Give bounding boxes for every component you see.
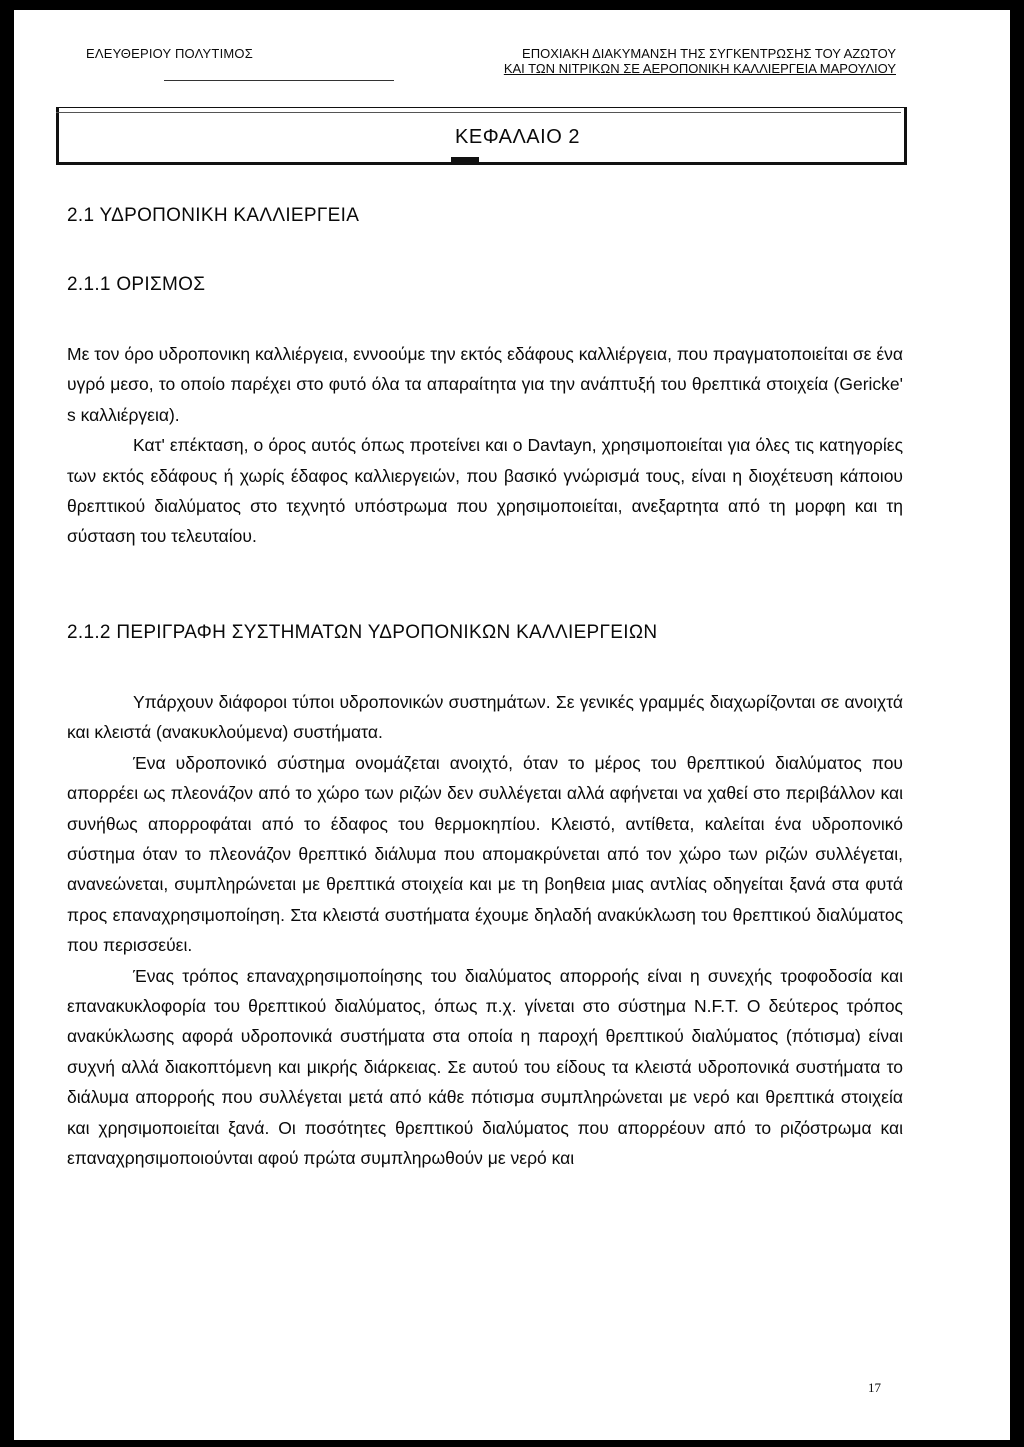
paragraph: Ένα υδροπονικό σύστημα ονομάζεται ανοιχτό, όταν το μέρος του θρεπτικού διαλύματος που απορρέει ως πλεονάζον από το χώρο των ριζών δεν συλλέγεται αλλά αφήνεται να χαθεί στο περιβάλλον και συνήθως απορροφάται από το έδαφος του θερμοκηπίου. Κλειστό, αντίθετα, καλείται ένα υδροπονικό σύστημα όταν το πλεονάζον θρεπτικό διάλυμα που απομακρύνεται από τον χώρο των ριζών συλλέγεται, ανανεώνεται, συμπληρώνεται με θρεπτικά στοιχεία και με τη βοηθεια μιας αντλίας οδηγείται ξανά στα φυτά προς επαναχρησιμοποίηση. Στα κλειστά συστήματα έχουμε δηλαδή ανακύκλωση του θρεπτικού διαλύματος που περισσεύει. [67,752,903,956]
document-page [14,10,1010,1440]
subsection-heading-definition: 2.1.1 ΟΡΙΣΜΟΣ [67,274,206,295]
header-title-line2: ΚΑΙ ΤΩΝ ΝΙΤΡΙΚΩΝ ΣΕ ΑΕΡΟΠΟΝΙΚΗ ΚΑΛΛΙΕΡΓΕΙΑ ΜΑΡΟΥΛΙΟΥ [503,61,896,76]
subsection-heading-systems: 2.1.2 ΠΕΡΙΓΡΑΦΗ ΣΥΣΤΗΜΑΤΩΝ ΥΔΡΟΠΟΝΙΚΩΝ ΚΑΛΛΙΕΡΓΕΙΩΝ [67,622,658,643]
header-author: ΕΛΕΥΘΕΡΙΟΥ ΠΟΛΥΤΙΜΟΣ [86,46,253,61]
header-title-line1: ΕΠΟΧΙΑΚΗ ΔΙΑΚΥΜΑΝΣΗ ΤΗΣ ΣΥΓΚΕΝΤΡΩΣΗΣ ΤΟΥ ΑΖΩΤΟΥ [522,46,896,61]
systems-text [67,687,903,1174]
definition-text [67,339,903,552]
page-number: 17 [868,1380,881,1395]
chapter-banner-rule [56,112,901,113]
chapter-title: ΚΕΦΑΛΑΙΟ 2 [455,126,580,148]
section-heading: 2.1 ΥΔΡΟΠΟΝΙΚΗ ΚΑΛΛΙΕΡΓΕΙΑ [67,205,360,226]
chapter-banner [56,107,907,165]
header-rule [164,80,394,81]
paragraph: Ένας τρόπος επαναχρησιμοποίησης του διαλύματος απορροής είναι η συνεχής τροφοδοσία και επανακυκλοφορία του θρεπτικού διαλύματος, όπως π.χ. γίνεται στο σύστημα N.F.T. Ο δεύτερος τρόπος ανακύκλωσης αφορά υδροπονικά συστήματα στα οποία η παροχή θρεπτικού διαλύματος (πότισμα) είναι συχνή αλλά διακοπτόμενη και μικρής διάρκειας. Σε αυτού του είδους τα κλειστά υδροπονικά συστήματα το διάλυμα απορροής που συλλέγεται μετά από κάθε πότισμα συμπληρώνεται με νερό και θρεπτικά στοιχεία και χρησιμοποιείται ξανά. Οι ποσότητες θρεπτικού διαλύματος που απορρέουν από το ριζόστρωμα και επαναχρησιμοποιούνται αφού πρώτα συμπληρωθούν με νερό και [67,965,903,1169]
paragraph: Υπάρχουν διάφοροι τύποι υδροπονικών συστημάτων. Σε γενικές γραμμές διαχωρίζονται σε ανοιχτά και κλειστά (ανακυκλούμενα) συστήματα. [67,692,903,743]
paragraph: Κατ' επέκταση, ο όρος αυτός όπως προτείνει και ο Davtayn, χρησιμοποιείται για όλες τις κατηγορίες των εκτός εδάφους ή χωρίς έδαφος καλλιεργειών, που βασικό γνώρισμά τους, είναι η διοχέτευση κάποιου θρεπτικού διαλύματος στο τεχνητό υπόστρωμα που χρησιμοποιείται, ανεξαρτητα από τη μορφη και τη σύσταση του τελευταίου. [67,435,903,547]
header-title [504,46,896,76]
chapter-mark [451,157,479,162]
paragraph: Με τον όρο υδροπονικη καλλιέργεια, εννοούμε την εκτός εδάφους καλλιέργεια, που πραγματοποιείται σε ένα υγρό μεσο, το οποίο παρέχει στο φυτό όλα τα απαραίτητα για την ανάπτυξή του θρεπτικά στοιχεία (Gericke' s καλλιέργεια). [67,344,903,425]
